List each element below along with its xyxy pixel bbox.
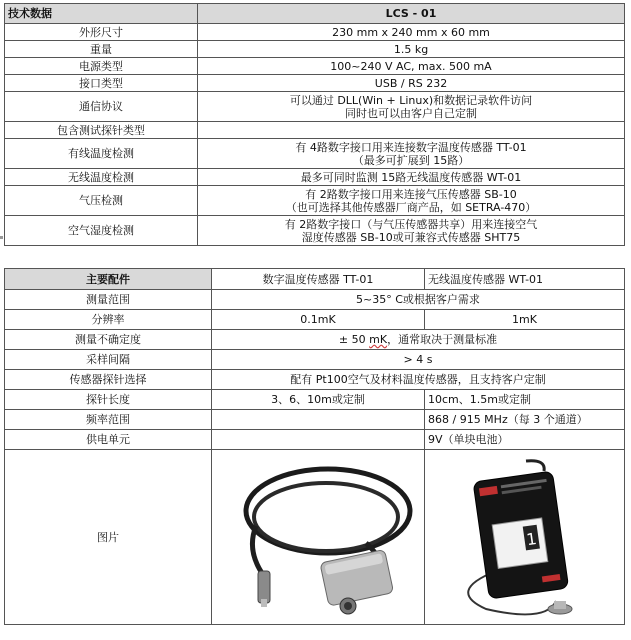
row-value: 3、6、10m或定制 xyxy=(212,390,425,410)
row-value: 100~240 V AC, max. 500 mA xyxy=(198,58,625,75)
row-value: 5~35° C或根据客户需求 xyxy=(212,290,625,310)
table-row xyxy=(5,430,625,450)
acc-col2-header: 无线温度传感器 WT-01 xyxy=(425,269,625,290)
row-value: 230 mm x 240 mm x 60 mm xyxy=(198,24,625,41)
table-row xyxy=(5,58,625,75)
row-value: 868 / 915 MHz（每 3 个通道） xyxy=(425,410,625,430)
row-label: 有线温度检测 xyxy=(5,139,198,169)
row-value xyxy=(198,139,625,169)
row-value xyxy=(198,216,625,246)
table-row xyxy=(5,290,625,310)
picture-row xyxy=(5,450,625,625)
picture-cell-wt01 xyxy=(425,450,625,625)
row-label: 电源类型 xyxy=(5,58,198,75)
row-value-empty xyxy=(212,430,425,450)
value-unit: mK xyxy=(369,333,388,346)
table-row xyxy=(5,24,625,41)
wireless-temperature-sensor-image xyxy=(426,451,624,621)
row-value: 9V（单块电池） xyxy=(425,430,625,450)
row-value-line: 同时也可以由客户自己定制 xyxy=(345,106,477,120)
table-row xyxy=(5,186,625,216)
table-row xyxy=(5,169,625,186)
row-value xyxy=(198,186,625,216)
row-value-line: （也可选择其他传感器厂商产品，如 SETRA-470） xyxy=(285,200,537,214)
row-value-line: 有 4路数字接口用来连接数字温度传感器 TT-01 xyxy=(295,140,527,154)
row-value-empty xyxy=(212,410,425,430)
row-value-line: 可以通过 DLL(Win + Linux)和数据记录软件访问 xyxy=(289,93,533,107)
margin-mark xyxy=(0,236,3,239)
row-value-line: （最多可扩展到 15路） xyxy=(352,153,470,167)
row-label: 包含测试探针类型 xyxy=(5,122,198,139)
acc-col1-header: 数字温度传感器 TT-01 xyxy=(212,269,425,290)
row-value: USB / RS 232 xyxy=(198,75,625,92)
row-value-line: 有 2路数字接口（与气压传感器共享）用来连接空气 xyxy=(284,217,538,231)
row-value-line: 有 2路数字接口用来连接气压传感器 SB-10 xyxy=(305,187,517,201)
row-value: 1.5 kg xyxy=(198,41,625,58)
row-label: 外形尺寸 xyxy=(5,24,198,41)
row-value: > 4 s xyxy=(212,350,625,370)
spec-header-label: 技术数据 xyxy=(5,4,198,24)
row-label: 探针长度 xyxy=(5,390,212,410)
table-row xyxy=(5,350,625,370)
row-label: 气压检测 xyxy=(5,186,198,216)
acc-header-label: 主要配件 xyxy=(5,269,212,290)
row-label: 测量不确定度 xyxy=(5,330,212,350)
table-row xyxy=(5,122,625,139)
table-row xyxy=(5,216,625,246)
table-row xyxy=(5,370,625,390)
row-label: 测量范围 xyxy=(5,290,212,310)
table-row xyxy=(5,390,625,410)
accessories-table xyxy=(4,268,625,625)
row-value: 最多可同时监测 15路无线温度传感器 WT-01 xyxy=(198,169,625,186)
table-row xyxy=(5,92,625,122)
table-row xyxy=(5,75,625,92)
wired-temperature-sensor-image xyxy=(216,451,421,621)
row-value: 0.1mK xyxy=(212,310,425,330)
row-label: 图片 xyxy=(5,450,212,625)
table-row xyxy=(5,330,625,350)
table-row xyxy=(5,410,625,430)
spec-header-row xyxy=(5,4,625,24)
table-row xyxy=(5,310,625,330)
device-display-digit: 1 xyxy=(524,528,538,549)
row-value-line: 湿度传感器 SB-10或可兼容式传感器 SHT75 xyxy=(301,230,521,244)
spec-table xyxy=(4,3,625,246)
spec-header-value: LCS - 01 xyxy=(198,4,625,24)
row-value: 配有 Pt100空气及材料温度传感器，且支持客户定制 xyxy=(212,370,625,390)
row-label: 频率范围 xyxy=(5,410,212,430)
row-label: 供电单元 xyxy=(5,430,212,450)
row-label: 分辨率 xyxy=(5,310,212,330)
row-value xyxy=(198,122,625,139)
row-label: 重量 xyxy=(5,41,198,58)
row-value xyxy=(198,92,625,122)
row-label: 通信协议 xyxy=(5,92,198,122)
row-label: 接口类型 xyxy=(5,75,198,92)
row-value: 10cm、1.5m或定制 xyxy=(425,390,625,410)
row-label: 空气湿度检测 xyxy=(5,216,198,246)
value-part: ± 50 xyxy=(338,333,370,346)
row-label: 传感器探针选择 xyxy=(5,370,212,390)
table-row xyxy=(5,139,625,169)
row-label: 采样间隔 xyxy=(5,350,212,370)
row-label: 无线温度检测 xyxy=(5,169,198,186)
acc-header-row xyxy=(5,269,625,290)
row-value: 1mK xyxy=(425,310,625,330)
value-part: ，通常取决于测量标准 xyxy=(387,333,498,346)
table-row xyxy=(5,41,625,58)
picture-cell-tt01 xyxy=(212,450,425,625)
row-value xyxy=(212,330,625,350)
